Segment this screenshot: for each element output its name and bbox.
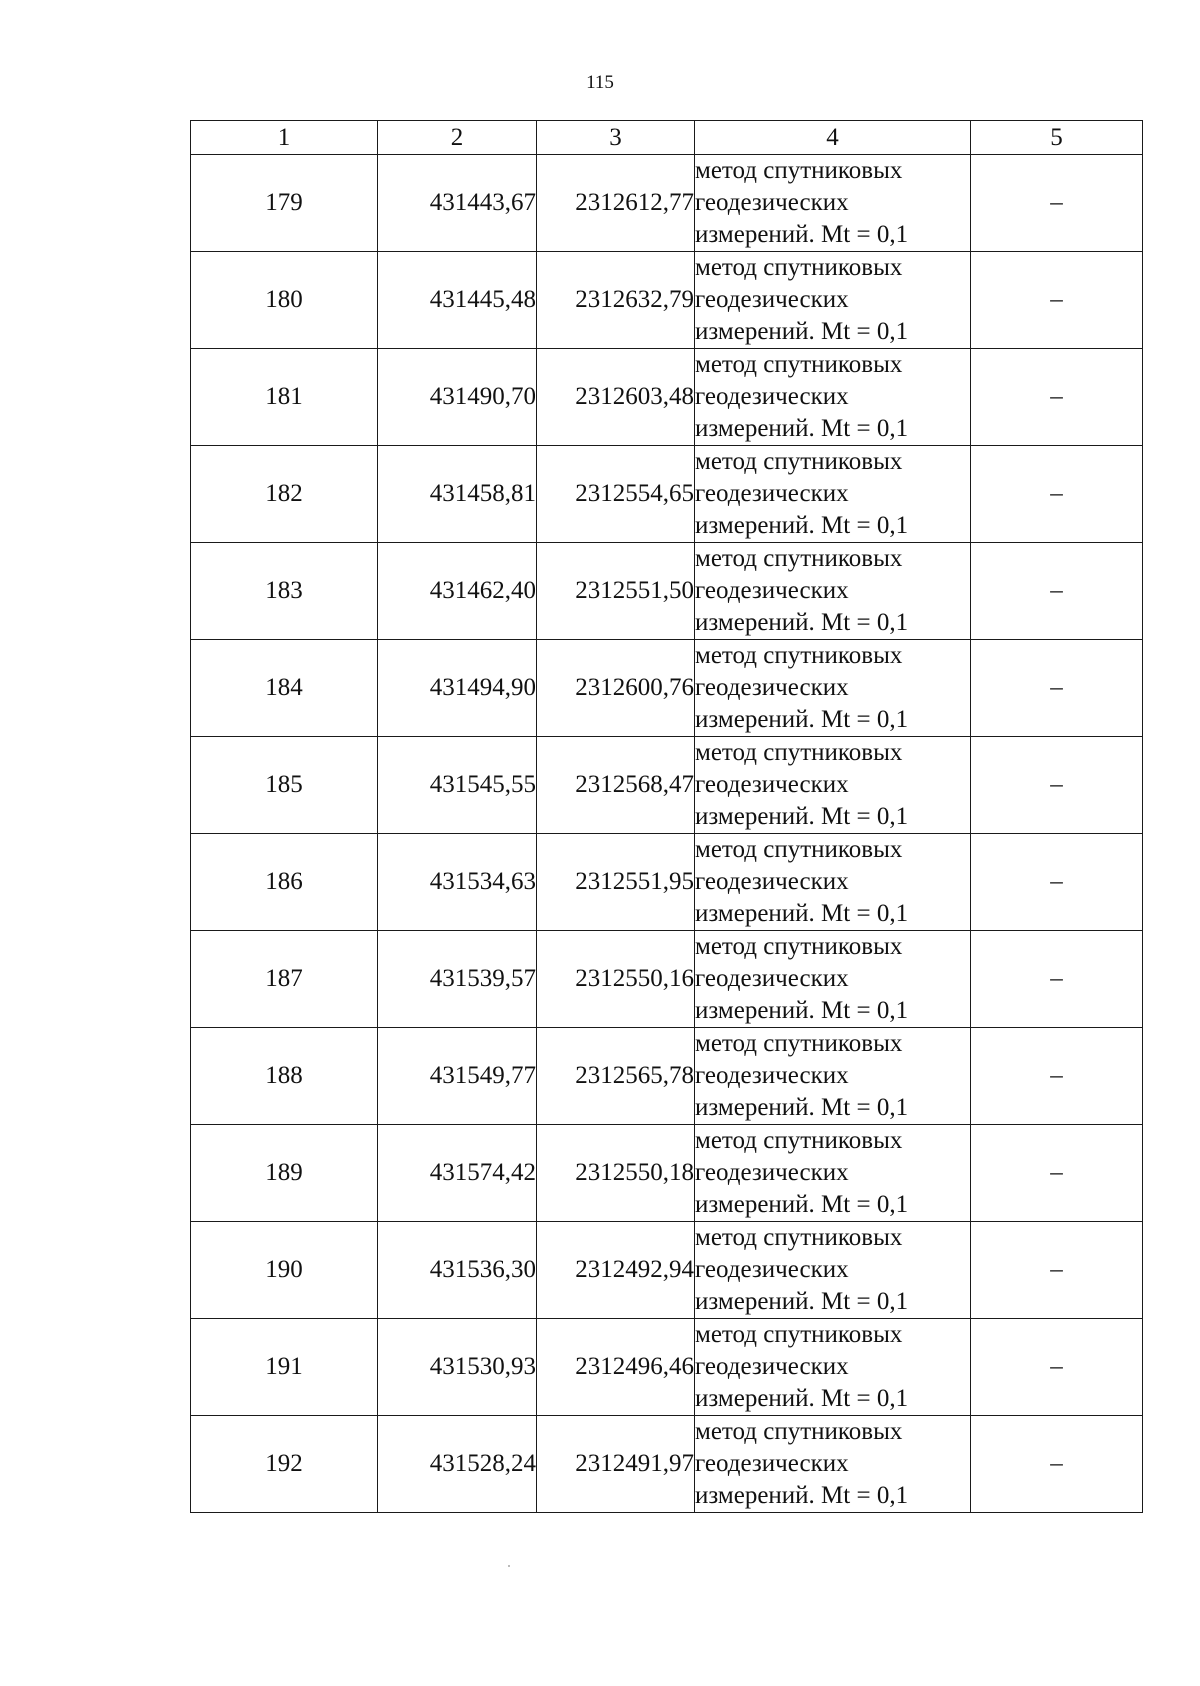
method-line: геодезических xyxy=(695,1353,849,1380)
note-cell: – xyxy=(971,1319,1143,1416)
y-coordinate-cell: 2312565,78 xyxy=(537,1028,695,1125)
point-number-cell: 179 xyxy=(191,155,378,252)
point-number-cell: 183 xyxy=(191,543,378,640)
method-line: геодезических xyxy=(695,771,849,798)
note-cell: – xyxy=(971,931,1143,1028)
y-coordinate-cell: 2312496,46 xyxy=(537,1319,695,1416)
table-row xyxy=(191,252,1143,349)
method-line: измерений. Mt = 0,1 xyxy=(695,900,909,927)
table-header xyxy=(191,121,1143,155)
method-cell xyxy=(695,543,971,640)
x-coordinate-cell: 431494,90 xyxy=(378,640,537,737)
method-line: геодезических xyxy=(695,868,849,895)
method-line: метод спутниковых xyxy=(695,545,903,572)
table-row xyxy=(191,1125,1143,1222)
table-row xyxy=(191,349,1143,446)
y-coordinate-cell: 2312551,50 xyxy=(537,543,695,640)
x-coordinate-cell: 431528,24 xyxy=(378,1416,537,1513)
method-line: геодезических xyxy=(695,189,849,216)
note-cell: – xyxy=(971,446,1143,543)
method-line: геодезических xyxy=(695,1159,849,1186)
method-line: измерений. Mt = 0,1 xyxy=(695,706,909,733)
x-coordinate-cell: 431545,55 xyxy=(378,737,537,834)
method-line: измерений. Mt = 0,1 xyxy=(695,1094,909,1121)
header-cell-1: 1 xyxy=(191,121,378,155)
header-cell-2: 2 xyxy=(378,121,537,155)
method-line: измерений. Mt = 0,1 xyxy=(695,1482,909,1509)
note-cell: – xyxy=(971,1222,1143,1319)
method-cell xyxy=(695,931,971,1028)
method-line: геодезических xyxy=(695,1450,849,1477)
table-row xyxy=(191,543,1143,640)
method-line: измерений. Mt = 0,1 xyxy=(695,1191,909,1218)
method-line: геодезических xyxy=(695,965,849,992)
y-coordinate-cell: 2312603,48 xyxy=(537,349,695,446)
method-line: измерений. Mt = 0,1 xyxy=(695,803,909,830)
header-cell-5: 5 xyxy=(971,121,1143,155)
note-cell: – xyxy=(971,737,1143,834)
note-cell: – xyxy=(971,252,1143,349)
x-coordinate-cell: 431574,42 xyxy=(378,1125,537,1222)
table-row xyxy=(191,1222,1143,1319)
note-cell: – xyxy=(971,155,1143,252)
method-cell xyxy=(695,737,971,834)
method-cell xyxy=(695,155,971,252)
method-line: измерений. Mt = 0,1 xyxy=(695,1385,909,1412)
method-line: геодезических xyxy=(695,480,849,507)
table-row xyxy=(191,1028,1143,1125)
point-number-cell: 190 xyxy=(191,1222,378,1319)
x-coordinate-cell: 431530,93 xyxy=(378,1319,537,1416)
method-cell xyxy=(695,1125,971,1222)
x-coordinate-cell: 431445,48 xyxy=(378,252,537,349)
point-number-cell: 185 xyxy=(191,737,378,834)
y-coordinate-cell: 2312554,65 xyxy=(537,446,695,543)
x-coordinate-cell: 431534,63 xyxy=(378,834,537,931)
method-line: геодезических xyxy=(695,1256,849,1283)
x-coordinate-cell: 431443,67 xyxy=(378,155,537,252)
point-number-cell: 192 xyxy=(191,1416,378,1513)
table-row xyxy=(191,155,1143,252)
method-line: метод спутниковых xyxy=(695,351,903,378)
y-coordinate-cell: 2312550,16 xyxy=(537,931,695,1028)
x-coordinate-cell: 431539,57 xyxy=(378,931,537,1028)
x-coordinate-cell: 431549,77 xyxy=(378,1028,537,1125)
point-number-cell: 191 xyxy=(191,1319,378,1416)
note-cell: – xyxy=(971,1125,1143,1222)
method-line: метод спутниковых xyxy=(695,642,903,669)
point-number-cell: 187 xyxy=(191,931,378,1028)
point-number-cell: 186 xyxy=(191,834,378,931)
method-cell xyxy=(695,640,971,737)
method-line: метод спутниковых xyxy=(695,1127,903,1154)
note-cell: – xyxy=(971,640,1143,737)
table-row xyxy=(191,1319,1143,1416)
note-cell: – xyxy=(971,543,1143,640)
method-line: измерений. Mt = 0,1 xyxy=(695,512,909,539)
method-line: метод спутниковых xyxy=(695,933,903,960)
method-line: геодезических xyxy=(695,383,849,410)
header-cell-3: 3 xyxy=(537,121,695,155)
table-body xyxy=(191,155,1143,1513)
method-line: геодезических xyxy=(695,286,849,313)
table-row xyxy=(191,737,1143,834)
method-line: метод спутниковых xyxy=(695,1321,903,1348)
table-row xyxy=(191,1416,1143,1513)
point-number-cell: 189 xyxy=(191,1125,378,1222)
method-line: измерений. Mt = 0,1 xyxy=(695,221,909,248)
scan-artifact xyxy=(508,1565,510,1567)
coordinates-table xyxy=(190,120,1143,1513)
y-coordinate-cell: 2312612,77 xyxy=(537,155,695,252)
y-coordinate-cell: 2312551,95 xyxy=(537,834,695,931)
y-coordinate-cell: 2312568,47 xyxy=(537,737,695,834)
method-line: измерений. Mt = 0,1 xyxy=(695,997,909,1024)
table-row xyxy=(191,834,1143,931)
method-line: метод спутниковых xyxy=(695,1224,903,1251)
method-line: измерений. Mt = 0,1 xyxy=(695,1288,909,1315)
method-line: измерений. Mt = 0,1 xyxy=(695,415,909,442)
header-row xyxy=(191,121,1143,155)
point-number-cell: 184 xyxy=(191,640,378,737)
method-cell xyxy=(695,349,971,446)
point-number-cell: 180 xyxy=(191,252,378,349)
y-coordinate-cell: 2312491,97 xyxy=(537,1416,695,1513)
method-line: метод спутниковых xyxy=(695,448,903,475)
note-cell: – xyxy=(971,1028,1143,1125)
method-line: метод спутниковых xyxy=(695,1418,903,1445)
table-row xyxy=(191,931,1143,1028)
note-cell: – xyxy=(971,349,1143,446)
y-coordinate-cell: 2312492,94 xyxy=(537,1222,695,1319)
table-row xyxy=(191,446,1143,543)
y-coordinate-cell: 2312600,76 xyxy=(537,640,695,737)
y-coordinate-cell: 2312632,79 xyxy=(537,252,695,349)
method-line: метод спутниковых xyxy=(695,1030,903,1057)
point-number-cell: 181 xyxy=(191,349,378,446)
method-line: геодезических xyxy=(695,1062,849,1089)
point-number-cell: 188 xyxy=(191,1028,378,1125)
method-cell xyxy=(695,446,971,543)
note-cell: – xyxy=(971,834,1143,931)
header-cell-4: 4 xyxy=(695,121,971,155)
x-coordinate-cell: 431490,70 xyxy=(378,349,537,446)
method-cell xyxy=(695,252,971,349)
method-cell xyxy=(695,1222,971,1319)
note-cell: – xyxy=(971,1416,1143,1513)
method-line: метод спутниковых xyxy=(695,157,903,184)
table-row xyxy=(191,640,1143,737)
method-line: геодезических xyxy=(695,577,849,604)
point-number-cell: 182 xyxy=(191,446,378,543)
page-number: 115 xyxy=(586,72,614,93)
method-line: геодезических xyxy=(695,674,849,701)
method-cell xyxy=(695,1028,971,1125)
method-line: измерений. Mt = 0,1 xyxy=(695,609,909,636)
x-coordinate-cell: 431536,30 xyxy=(378,1222,537,1319)
x-coordinate-cell: 431458,81 xyxy=(378,446,537,543)
method-line: метод спутниковых xyxy=(695,254,903,281)
method-line: метод спутниковых xyxy=(695,739,903,766)
x-coordinate-cell: 431462,40 xyxy=(378,543,537,640)
y-coordinate-cell: 2312550,18 xyxy=(537,1125,695,1222)
method-line: измерений. Mt = 0,1 xyxy=(695,318,909,345)
method-cell xyxy=(695,1416,971,1513)
method-cell xyxy=(695,834,971,931)
method-line: метод спутниковых xyxy=(695,836,903,863)
method-cell xyxy=(695,1319,971,1416)
